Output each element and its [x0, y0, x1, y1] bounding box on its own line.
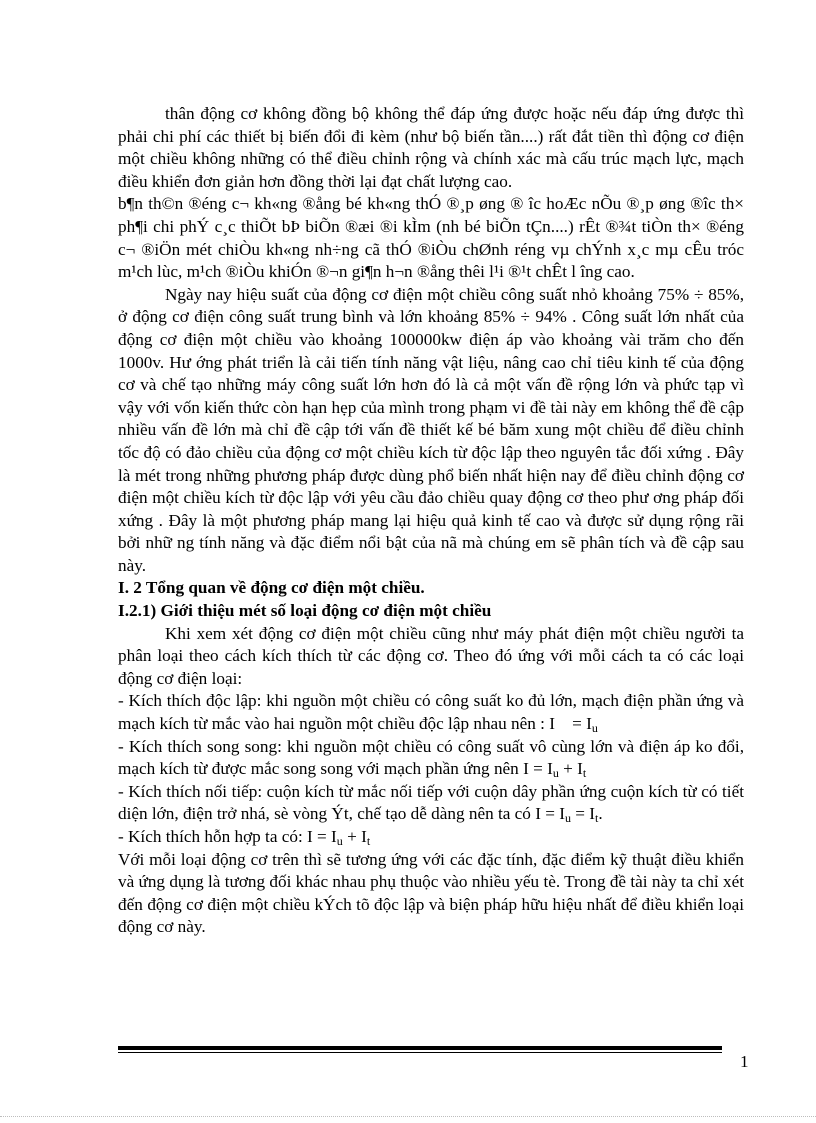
list-item-series [118, 781, 744, 826]
subsection-heading: I.2.1) Giới thiệu mét số loại động cơ điện một chiều [118, 601, 492, 621]
formula-sub: t [594, 811, 599, 826]
list-item-independent [118, 690, 744, 735]
paragraph-efficiency: Ngày nay hiệu suất của động cơ điện một chiều công suất nhỏ khoảng 75% ÷ 85%, ở động cơ điện công suất trung bình và lớn khoảng 85% ÷ 94% . Công suất lớn nhất của động cơ điện một chiều vào khoảng 100000kw điện áp vào khoảng vài trăm cho đến 1000v. Hư ớng phát triển là cải tiến tính năng vật liệu, nâng cao chỉ tiêu kinh tế của động cơ và chế tạo những máy công suất lớn hơn đó là cả một vấn đề rộng lớn và phức tạp vì vậy với vốn kiến thức còn hạn hẹp của mình trong phạm vi đề tài này em không thể đề cập nhiều vấn đề lớn mà chỉ đề cập tới vấn đề thiết kế bé băm xung một chiều để điều chỉnh tốc độ có đảo chiều của động cơ một chiều kích từ độc lập theo nguyên tắc đối xứng . Đây là mét trong những phương pháp được dùng phổ biến nhất hiện nay để điều chỉnh động cơ điện một chiều kích từ độc lập với yêu cầu đảo chiều quay động cơ theo phư ơng pháp đối xứng . Đây là một phương pháp mang lại hiệu quả kinh tế cao và được sử dụng rộng rãi bởi nhữ ng tính năng và đặc điểm nổi bật của nã mà chúng em sẽ phân tích và đề cập sau này. [118, 284, 744, 575]
item-text: - Kích thích hỗn hợp ta có: I = I [118, 827, 337, 846]
formula-sub: t [366, 834, 371, 848]
page-number: 1 [740, 1052, 749, 1071]
paragraph-1: thân động cơ không đồng bộ không thể đáp ứng được hoặc nếu đáp ứng được thì phải chi phí các thiết bị biến đổi đi kèm (như bộ biến tần....) rất đắt tiền thì động cơ điện một chiều không những có thể điều chỉnh rộng và chính xác mà cấu trúc mạch lực, mạch điều khiển đơn giản hơn đồng thời lại đạt chất lượng cao. [118, 104, 744, 191]
formula-sub: t [582, 766, 587, 781]
item-text: - Kích thích song song: khi nguồn một chiều có công suất vô cùng lớn và điện áp ko đổi, mạch kích từ được mắc song song với mạch phần ứng nên I = I [118, 736, 744, 779]
paragraph-closing: Với mỗi loại động cơ trên thì sẽ tương ứng với các đặc tính, đặc điểm kỹ thuật điều khiển và ứng dụng là tương đối khác nhau phụ thuộc vào nhiều yếu tè. Trong đề tài này ta chỉ xét đến động cơ điện một chiều kÝch tõ độc lập và biện pháp hữu hiệu nhất để điều khiển loại động cơ này. [118, 849, 744, 937]
formula-sub: u [591, 721, 598, 736]
formula-eq: = I [575, 804, 595, 824]
footer-rule-thin [118, 1052, 722, 1053]
list-item-parallel [118, 736, 744, 781]
formula-plus: + I [347, 827, 367, 846]
footer-rule-thick [118, 1046, 722, 1050]
formula-eq: = I [572, 714, 592, 734]
formula-plus: + I [563, 759, 583, 779]
section-heading: I. 2 Tổng quan về động cơ điện một chiều. [118, 578, 425, 598]
page-break-dotted-line [0, 1116, 816, 1117]
formula-end: . [598, 804, 603, 824]
list-item-compound [118, 826, 744, 849]
formula-sub: u [564, 811, 571, 826]
item-text: - Kích thích độc lập: khi nguồn một chiều có công suất ko đủ lớn, mạch điện phần ứng và mạch kích từ mắc vào hai nguồn một chiều độc lập nhau nên : I [118, 691, 744, 734]
formula-sub: u [336, 834, 343, 848]
paragraph-intro: Khi xem xét động cơ điện một chiều cũng như máy phát điện một chiều người ta phân loại theo cách kích thích từ các động cơ. Theo đó ứng với mỗi cách ta có các loại động cơ điện loại: [118, 623, 744, 688]
item-text: - Kích thích nối tiếp: cuộn kích từ mắc nối tiếp với cuộn dây phần ứng cuộn kích từ có tiết diện lớn, điện trở nhá, sè vòng Ýt, chế tạo dễ dàng nên ta có I = I [118, 781, 744, 824]
paragraph-garbled: b¶n th©n ®éng c¬ kh«ng ®ång bé kh«ng thÓ ®¸p øng ® îc hoÆc nÕu ®¸p øng ®îc th× ph¶i chi phÝ c¸c thiÕt bÞ biÕn ®æi ®i kÌm (nh bé biÕn tÇn....) rÊt ®¾t tiÒn th× ®éng c¬ ®iÖn mét chiÒu kh«ng nh÷ng cã thÓ ®iÒu chØnh réng vµ chÝnh x¸c mµ cÊu tróc m¹ch lùc, m¹ch ®iÒu khiÓn ®¬n gi¶n h¬n ®ång thêi l¹i ®¹t chÊt l îng cao. [118, 194, 744, 282]
page-body [118, 103, 744, 939]
formula-sub: u [552, 766, 559, 781]
